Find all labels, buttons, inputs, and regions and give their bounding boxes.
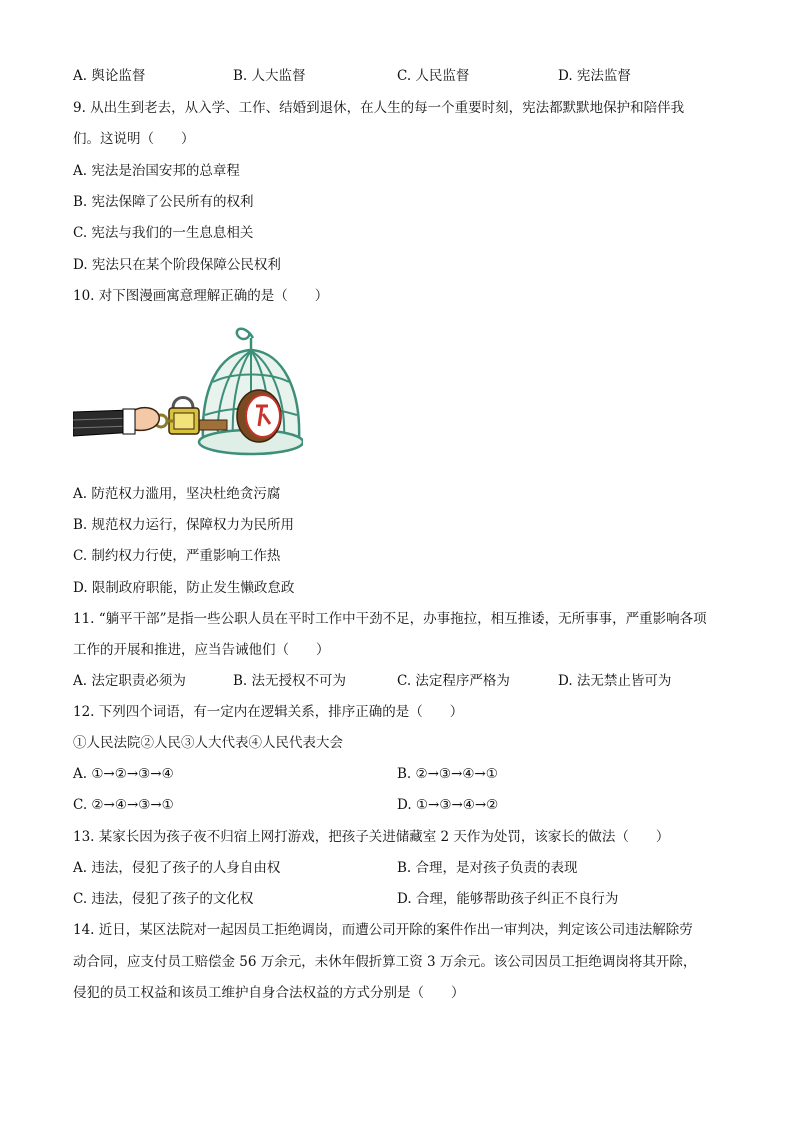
q12-stem: 12. 下列四个词语，有一定内在逻辑关系，排序正确的是（ ） (73, 704, 464, 720)
q10-option-a: A. 防范权力滥用，坚决杜绝贪污腐 (73, 486, 281, 502)
q11-stem-line2: 工作的开展和推进，应当告诫他们（ ） (73, 642, 330, 658)
q12-option-d: D. ①→③→④→② (397, 797, 499, 813)
q9-stem-line2: 们。这说明（ ） (73, 131, 195, 147)
q8-option-c: C. 人民监督 (397, 68, 470, 84)
q12-option-b: B. ②→③→④→① (397, 766, 498, 782)
cartoon-caged-power (73, 320, 303, 470)
q9-option-b: B. 宪法保障了公民所有的权利 (73, 194, 254, 210)
q9-option-d: D. 宪法只在某个阶段保障公民权利 (73, 257, 281, 273)
q9-stem-line1: 9. 从出生到老去，从入学、工作、结婚到退休，在人生的每一个重要时刻，宪法都默默地保护和陪伴我 (73, 100, 685, 116)
q10-option-d: D. 限制政府职能，防止发生懒政怠政 (73, 580, 295, 596)
q11-stem-line1: 11. “躺平干部”是指一些公职人员在平时工作中干劲不足，办事拖拉，相互推诿，无所事事，严重影响各项 (73, 611, 707, 627)
q8-option-a: A. 舆论监督 (73, 68, 146, 84)
q11-option-c: C. 法定程序严格为 (397, 673, 510, 689)
q12-items: ①人民法院②人民③人大代表④人民代表大会 (73, 735, 343, 751)
q10-stem: 10. 对下图漫画寓意理解正确的是（ ） (73, 288, 329, 304)
q11-option-d: D. 法无禁止皆可为 (558, 673, 672, 689)
q14-stem-line2: 动合同，应支付员工赔偿金 56 万余元，未休年假折算工资 3 万余元。该公司因员工拒绝调岗将其开除， (73, 954, 697, 970)
q13-stem: 13. 某家长因为孩子夜不归宿上网打游戏，把孩子关进储藏室 2 天作为处罚，该家长的做法（ ） (73, 829, 670, 845)
q12-option-a: A. ①→②→③→④ (73, 766, 174, 782)
q11-option-b: B. 法无授权不可为 (233, 673, 347, 689)
q10-option-c: C. 制约权力行使，严重影响工作热 (73, 548, 281, 564)
q10-option-b: B. 规范权力运行，保障权力为民所用 (73, 517, 295, 533)
q12-option-c: C. ②→④→③→① (73, 797, 174, 813)
q14-stem-line1: 14. 近日，某区法院对一起因员工拒绝调岗，而遭公司开除的案件作出一审判决，判定该公司违法解除劳 (73, 922, 693, 938)
q8-option-b: B. 人大监督 (233, 68, 306, 84)
q13-option-b: B. 合理，是对孩子负责的表现 (397, 860, 578, 876)
q9-option-a: A. 宪法是治国安邦的总章程 (73, 163, 240, 179)
q11-option-a: A. 法定职责必须为 (73, 673, 186, 689)
q13-option-a: A. 违法，侵犯了孩子的人身自由权 (73, 860, 281, 876)
q14-stem-line3: 侵犯的员工权益和该员工维护自身合法权益的方式分别是（ ） (73, 985, 465, 1001)
q13-option-c: C. 违法，侵犯了孩子的文化权 (73, 891, 254, 907)
q13-option-d: D. 合理，能够帮助孩子纠正不良行为 (397, 891, 619, 907)
q8-option-d: D. 宪法监督 (558, 68, 631, 84)
q9-option-c: C. 宪法与我们的一生息息相关 (73, 225, 254, 241)
